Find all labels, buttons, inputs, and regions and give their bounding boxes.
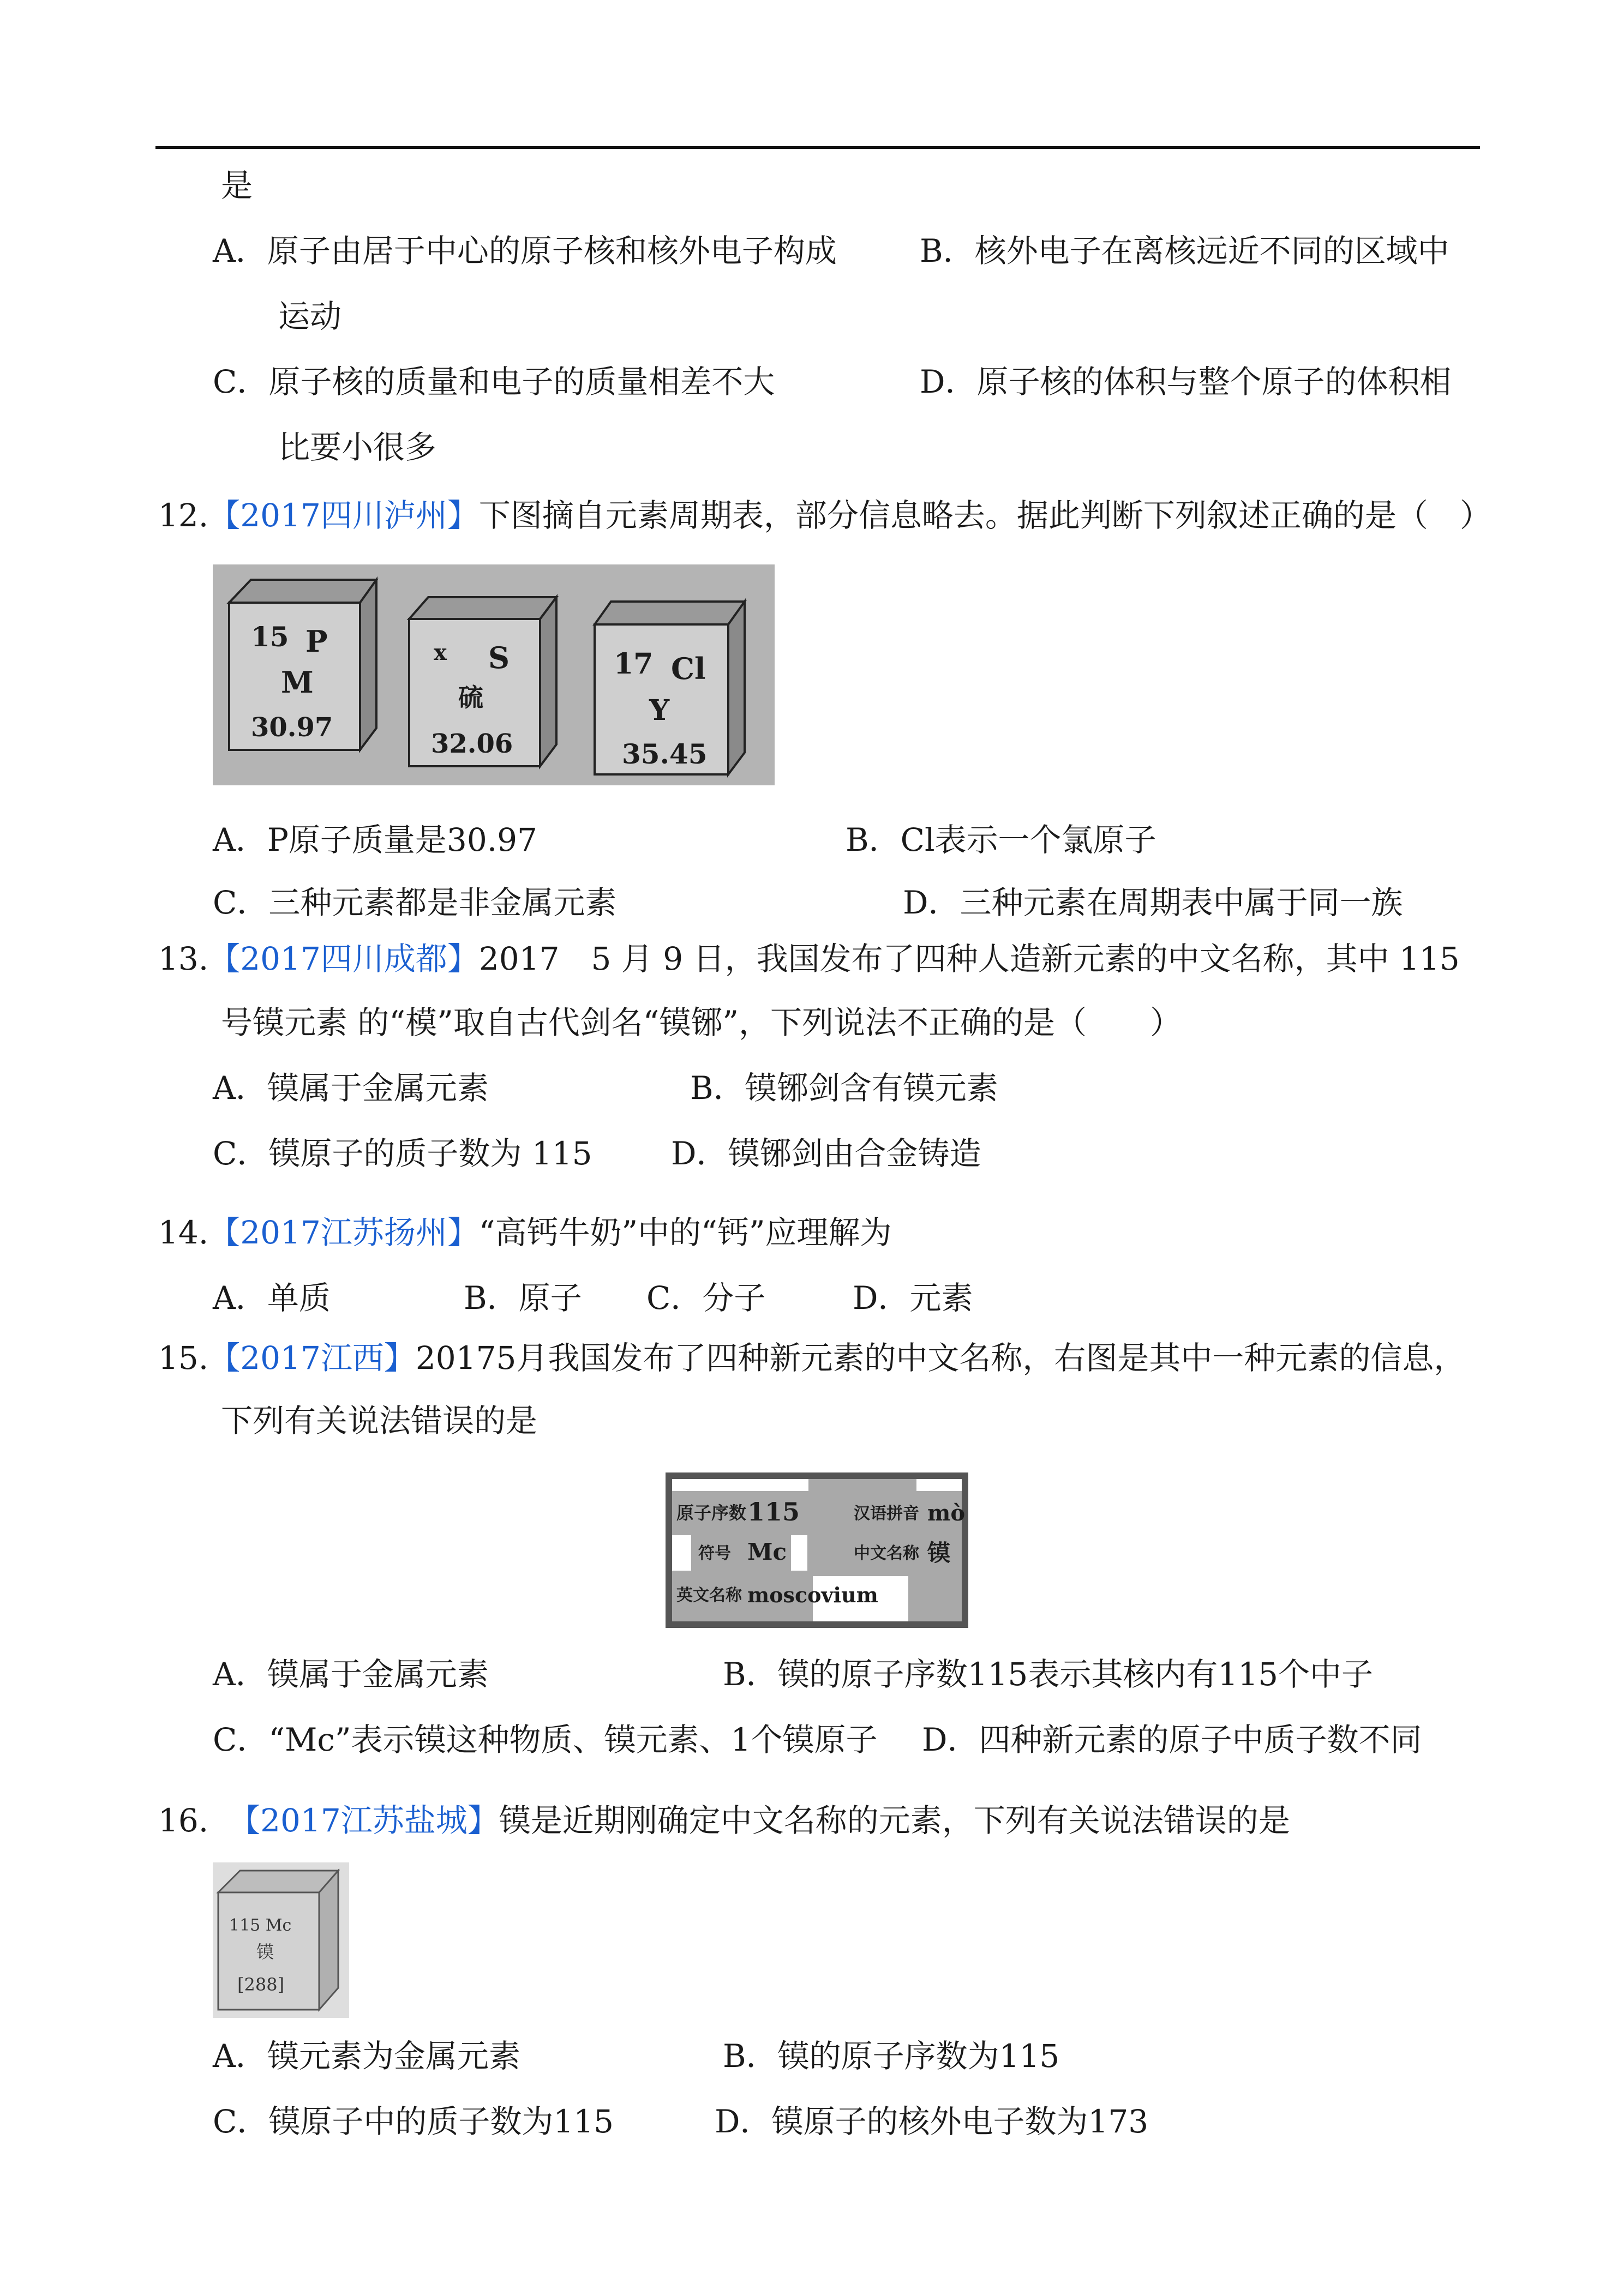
periodic-table-cells-figure (213, 564, 775, 785)
pinyin-value: mò (927, 1500, 966, 1526)
q16-option-b: B．镆的原子序数为115 (723, 2037, 1060, 2075)
cell3-name: Y (649, 694, 670, 727)
q13-option-b: B．镆铘剑含有镆元素 (690, 1069, 998, 1107)
q14-option-b: B．原子 (464, 1279, 582, 1317)
symbol-value: Mc (747, 1538, 787, 1565)
label-symbol: 符号 (698, 1544, 731, 1563)
periodic-table-cells-drawing (213, 564, 775, 785)
q12-source-tag: 【2017四川泸州】 (208, 497, 479, 534)
q13-option-d: D．镆铘剑由合金铸造 (671, 1135, 981, 1172)
q14-source-tag: 【2017江苏扬州】 (208, 1214, 479, 1251)
english-name-value: moscovium (747, 1583, 878, 1607)
cell3-symbol: Cl (671, 651, 706, 686)
q15-option-a: A．镆属于金属元素 (213, 1656, 489, 1693)
q16-number: 16. (158, 1802, 209, 1839)
q15-stem-text: 20175月我国发布了四种新元素的中文名称，右图是其中一种元素的信息， (415, 1339, 1466, 1377)
q12-option-d: D．三种元素在周期表中属于同一族 (903, 884, 1403, 921)
atomic-number-value: 115 (747, 1497, 800, 1526)
cell1-name: M (281, 665, 314, 700)
label-english-name: 英文名称 (676, 1586, 742, 1605)
q16-option-d: D．镆原子的核外电子数为173 (715, 2103, 1149, 2140)
q13-stem-text: 2017 5 月 9 日，我国发布了四种人造新元素的中文名称，其中 115 (478, 940, 1460, 977)
element-cell-chlorine (595, 602, 745, 774)
q14-number: 14. (158, 1214, 209, 1251)
cell-mass: [288] (237, 1974, 285, 1995)
q11-option-b: B．核外电子在离核远近不同的区域中 (920, 232, 1449, 269)
q14-option-c: C．分子 (646, 1279, 766, 1317)
q16-source-tag: 【2017江苏盐城】 (229, 1802, 499, 1839)
q15-stem-line2: 下列有关说法错误的是 (221, 1402, 538, 1439)
q12-number: 12. (158, 497, 209, 534)
moscovium-info-drawing (666, 1472, 968, 1628)
q13-number: 13. (158, 940, 209, 977)
q12-stem (158, 494, 1491, 537)
q12-option-c: C．三种元素都是非金属元素 (213, 884, 617, 921)
element-cell-phosphorus (229, 580, 376, 750)
q11-option-a: A．原子由居于中心的原子核和核外电子构成 (213, 232, 837, 269)
cell2-symbol: S (488, 640, 510, 675)
q14-stem-text: “高钙牛奶”中的“钙”应理解为 (478, 1214, 892, 1251)
cell2-number: x (434, 640, 447, 665)
cell1-symbol: P (305, 624, 328, 659)
label-chinese-name: 中文名称 (854, 1544, 919, 1563)
q13-stem (158, 937, 1460, 981)
cell-number-symbol: 115 Mc (229, 1916, 292, 1935)
q11-option-c: C．原子核的质量和电子的质量相差不大 (213, 363, 775, 400)
q11-option-d: D．原子核的体积与整个原子的体积相 (920, 363, 1452, 400)
q13-stem-line2: 号镆元素 的“模”取自古代剑名“镆铘”，下列说法不正确的是（ ） (221, 1004, 1182, 1041)
label-pinyin: 汉语拼音 (854, 1504, 919, 1523)
q14-option-a: A．单质 (213, 1279, 331, 1317)
q15-option-c: C．“Mc”表示镆这种物质、镆元素、1个镆原子 (213, 1721, 878, 1758)
moscovium-cell-drawing (213, 1862, 349, 2018)
q16-option-a: A．镆元素为金属元素 (213, 2037, 520, 2075)
q15-number: 15. (158, 1339, 209, 1377)
cell3-mass: 35.45 (622, 738, 708, 770)
q14-stem (158, 1211, 891, 1254)
q16-stem-text: 镆是近期刚确定中文名称的元素，下列有关说法错误的是 (499, 1802, 1290, 1839)
q13-option-c: C．镆原子的质子数为 115 (213, 1135, 592, 1172)
q11-option-d-continued: 比要小很多 (278, 429, 437, 466)
q15-option-d: D．四种新元素的原子中质子数不同 (922, 1721, 1422, 1758)
cell3-number: 17 (614, 647, 654, 681)
q15-option-b: B．镆的原子序数115表示其核内有115个中子 (723, 1656, 1374, 1693)
label-atomic-number: 原子序数 (676, 1502, 747, 1523)
q12-option-b: B．Cl表示一个氯原子 (846, 821, 1156, 858)
q11-option-b-continued: 运动 (278, 298, 342, 335)
element-cell-sulfur (409, 597, 556, 766)
q11-stem-tail: 是 (221, 167, 253, 204)
cell-name: 镆 (256, 1942, 274, 1962)
q13-source-tag: 【2017四川成都】 (208, 940, 479, 977)
q13-option-a: A．镆属于金属元素 (213, 1069, 489, 1107)
moscovium-info-figure (666, 1472, 968, 1628)
q12-stem-text: 下图摘自元素周期表，部分信息略去。据此判断下列叙述正确的是（ ） (478, 497, 1491, 534)
header-rule (155, 146, 1480, 149)
q16-stem (158, 1799, 1290, 1842)
cell1-number: 15 (251, 621, 289, 653)
q16-option-c: C．镆原子中的质子数为115 (213, 2103, 614, 2140)
cell1-mass: 30.97 (251, 712, 333, 743)
q14-option-d: D．元素 (853, 1279, 973, 1317)
moscovium-cell-figure (213, 1862, 349, 2018)
q12-option-a: A．P原子质量是30.97 (213, 821, 537, 858)
chinese-name-value: 镆 (927, 1540, 951, 1566)
cell2-name: 硫 (458, 683, 483, 712)
q15-source-tag: 【2017江西】 (208, 1339, 416, 1377)
cell2-mass: 32.06 (431, 729, 513, 759)
q15-stem (158, 1336, 1465, 1380)
